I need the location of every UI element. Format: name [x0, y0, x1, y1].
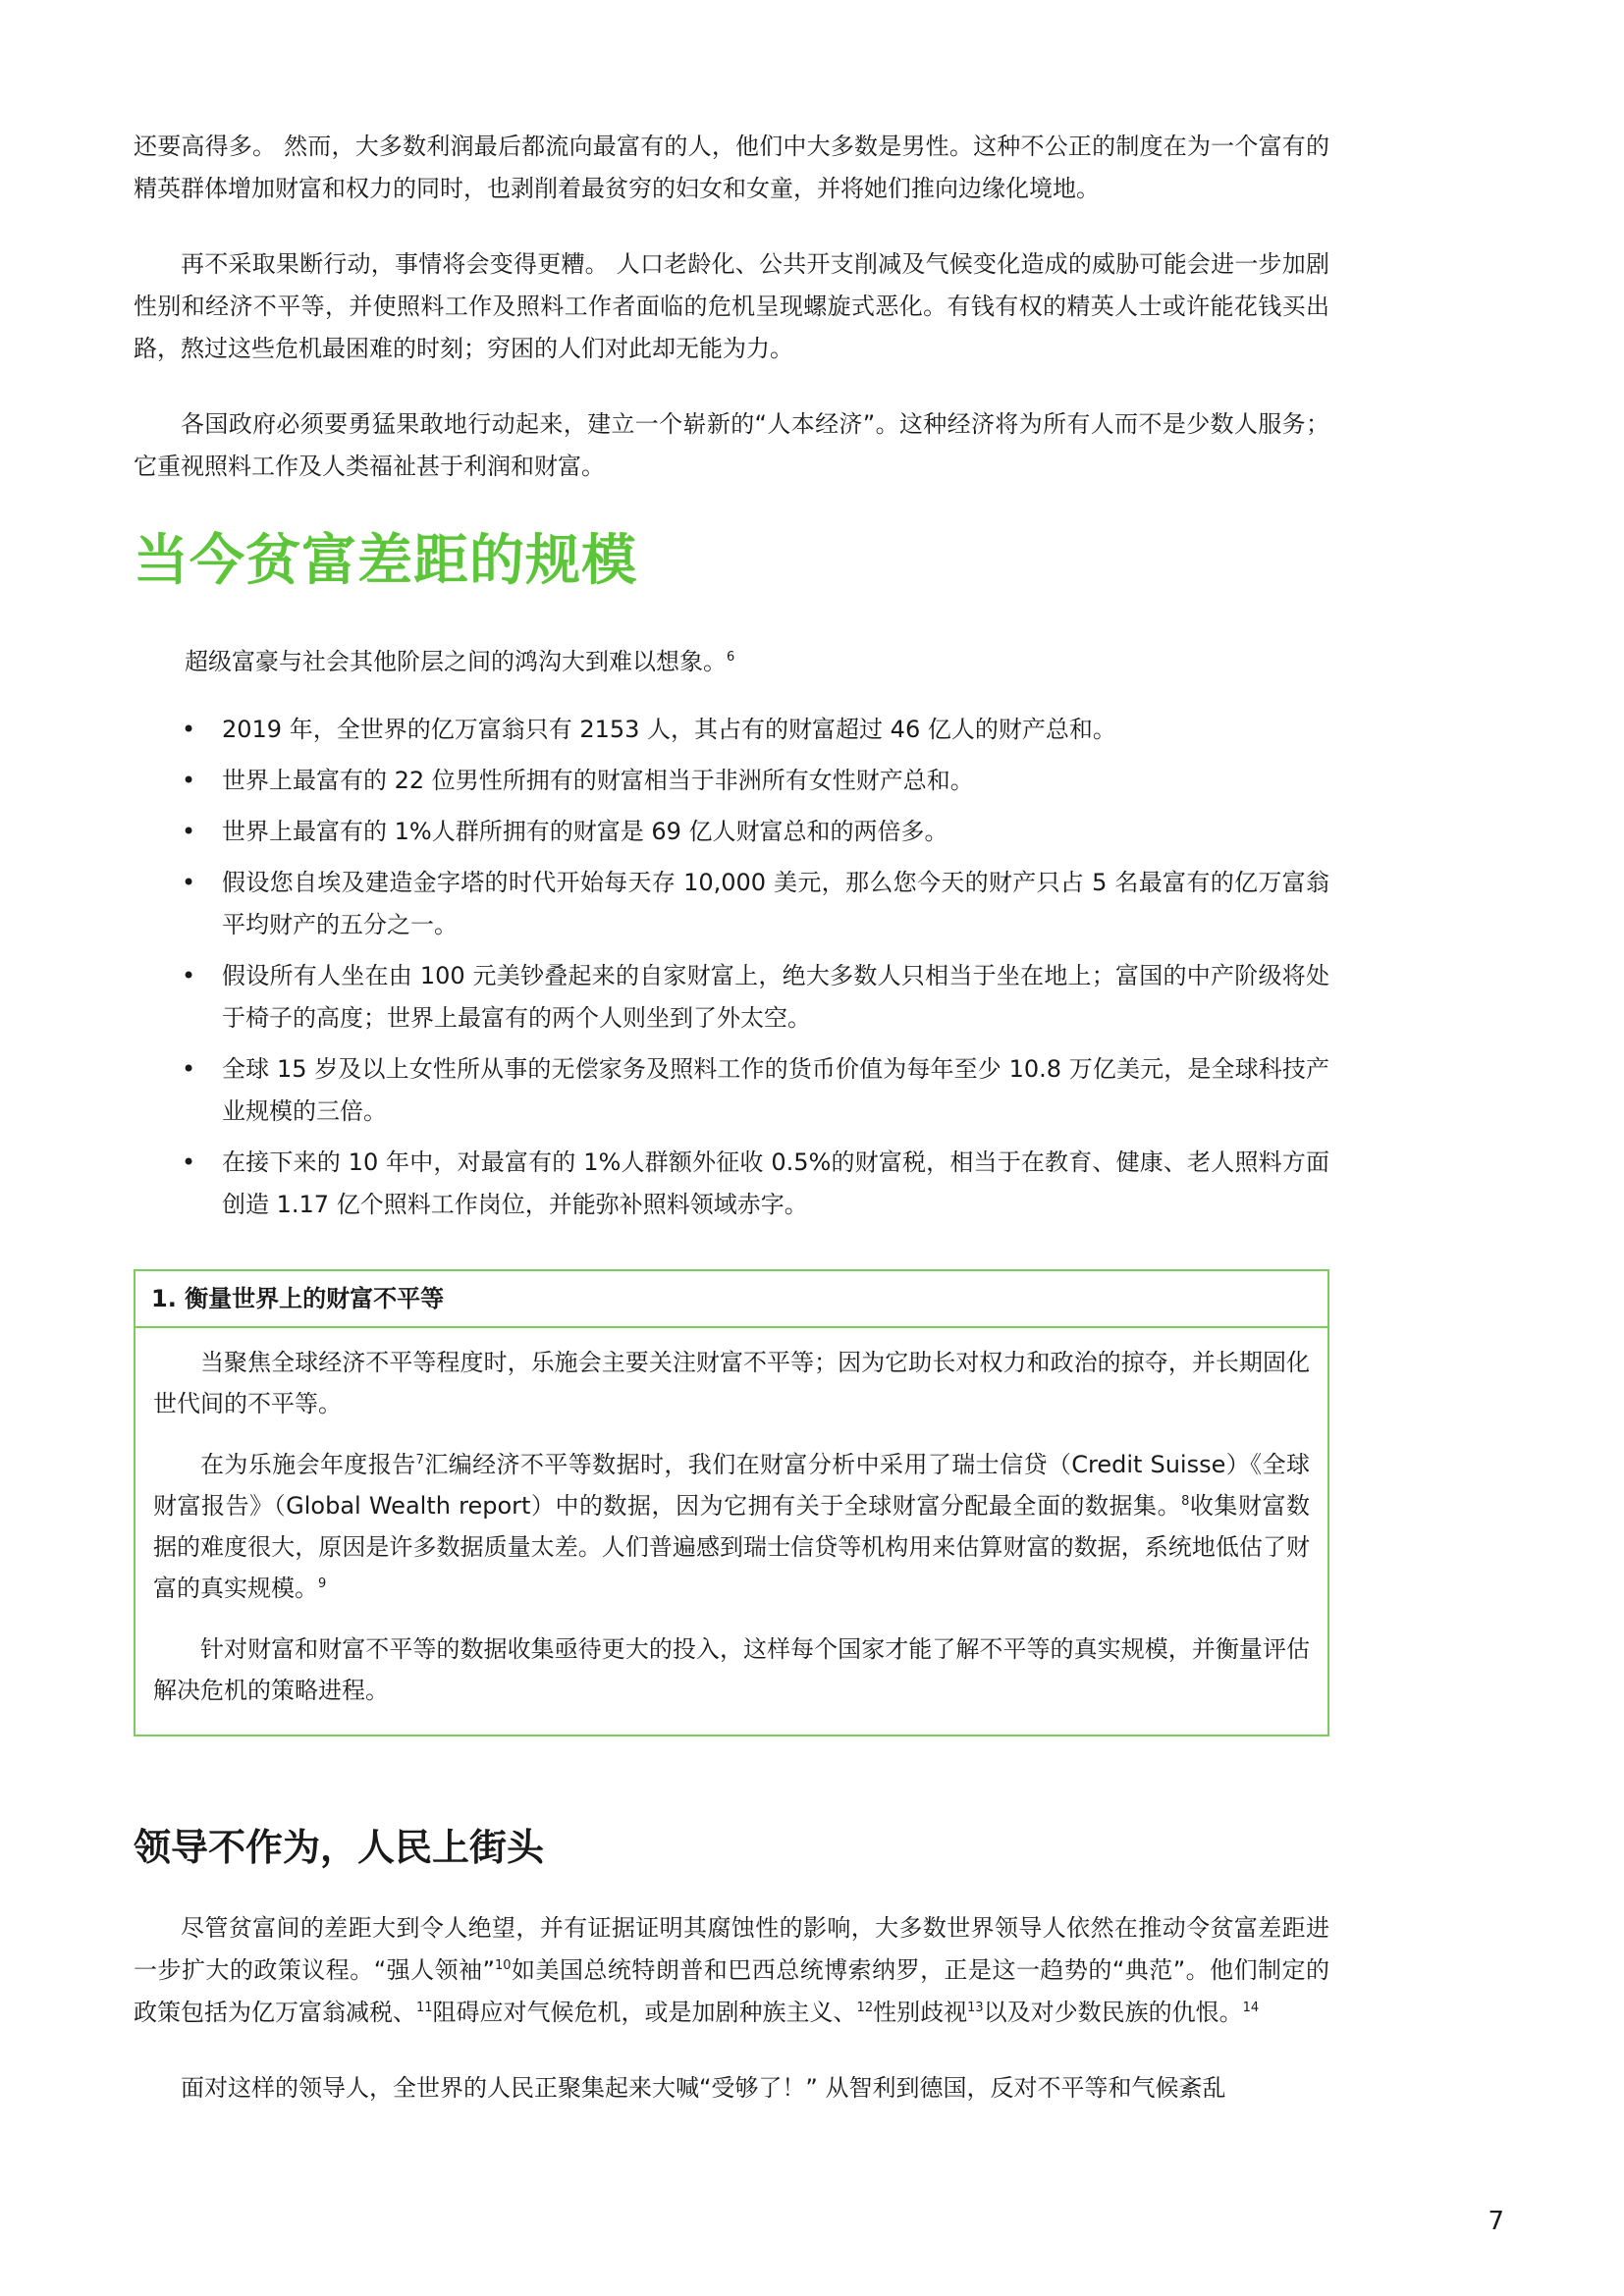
body-paragraph: [134, 1907, 1329, 2034]
list-item-text: 全球 15 岁及以上女性所从事的无偿家务及照料工作的货币价值为每年至少 10.8 万亿美元，是全球科技产业规模的三倍。: [222, 1055, 1329, 1125]
list-item: [134, 760, 1329, 802]
info-box-body: [135, 1328, 1327, 1735]
bullet-icon: •: [182, 1148, 196, 1176]
list-item: [134, 1048, 1329, 1133]
subsection-title: 领导不作为，人民上街头: [134, 1826, 545, 1869]
info-box-title: 1. 衡量世界上的财富不平等: [135, 1271, 1327, 1328]
body-text: 如美国总统特朗普和巴西总统博索纳罗，正是这一趋势的“典范”。他们制定的政策包括为亿万富翁减税、: [134, 1956, 1329, 2026]
list-item-text: 世界上最富有的 1%人群所拥有的财富是 69 亿人财富总和的两倍多。: [222, 818, 948, 845]
footnote-ref: 10: [494, 1958, 512, 1973]
footnote-ref: 8: [1181, 1494, 1190, 1509]
body-paragraph: 面对这样的领导人，全世界的人民正聚集起来大喊“受够了！” 从智利到德国，反对不平等和气候紊乱: [181, 2074, 1226, 2102]
footnote-ref: 11: [416, 2001, 433, 2015]
footnote-ref: 14: [1242, 2001, 1260, 2015]
list-item: [134, 709, 1329, 751]
info-box-text: 在为乐施会年度报告: [200, 1451, 416, 1478]
info-box-text: 汇编经济不平等数据时，我们在财富分析中采用了瑞士信贷（Credit Suisse）《全球财富报告》（Global Wealth report）中的数据，因为它拥有关于全球财富分配最全面的数据集。: [153, 1451, 1310, 1520]
bullet-icon: •: [182, 767, 196, 794]
list-item-text: 假设您自埃及建造金字塔的时代开始每天存 10,000 美元，那么您今天的财产只占 5 名最富有的亿万富翁平均财产的五分之一。: [222, 869, 1329, 938]
list-item-text: 2019 年，全世界的亿万富翁只有 2153 人，其占有的财富超过 46 亿人的财产总和。: [222, 716, 1116, 743]
list-item: [134, 811, 1329, 853]
fact-list: [134, 709, 1329, 1226]
page-content: [134, 126, 1329, 2143]
body-paragraph: 再不采取果断行动，事情将会变得更糟。 人口老龄化、公共开支削减及气候变化造成的威胁可能会进一步加剧性别和经济不平等，并使照料工作及照料工作者面临的危机呈现螺旋式恶化。有钱有权的精英人士或许能花钱买出路，熬过这些危机最困难的时刻；穷困的人们对此却无能为力。: [134, 250, 1329, 362]
page-number: 7: [1488, 2207, 1504, 2236]
list-item: [134, 862, 1329, 946]
footnote-ref: 13: [967, 2001, 984, 2015]
section-lead-text: 超级富豪与社会其他阶层之间的鸿沟大到难以想象。: [185, 648, 727, 675]
info-box-text: 收集财富数据的难度很大，原因是许多数据质量太差。人们普遍感到瑞士信贷等机构用来估算财富的数据，系统地低估了财富的真实规模。: [153, 1492, 1310, 1602]
body-text: 以及对少数民族的仇恨。: [983, 1999, 1243, 2026]
bullet-icon: •: [182, 962, 196, 989]
list-item-text: 假设所有人坐在由 100 元美钞叠起来的自家财富上，绝大多数人只相当于坐在地上；富国的中产阶级将处于椅子的高度；世界上最富有的两个人则坐到了外太空。: [222, 962, 1329, 1032]
list-item-text: 在接下来的 10 年中，对最富有的 1%人群额外征收 0.5%的财富税，相当于在教育、健康、老人照料方面创造 1.17 亿个照料工作岗位，并能弥补照料领域赤字。: [222, 1148, 1329, 1218]
section-title: 当今贫富差距的规模: [134, 529, 637, 593]
footnote-ref: 12: [856, 2001, 874, 2015]
info-box-paragraph: 当聚焦全球经济不平等程度时，乐施会主要关注财富不平等；因为它助长对权力和政治的掠夺，并长期固化世代间的不平等。: [153, 1349, 1310, 1417]
body-paragraph: 各国政府必须要勇猛果敢地行动起来，建立一个崭新的“人本经济”。这种经济将为所有人而不是少数人服务；它重视照料工作及人类福祉甚于利润和财富。: [134, 410, 1329, 480]
list-item: [134, 955, 1329, 1040]
body-text: 性别歧视: [873, 1999, 968, 2026]
body-text: 阻碍应对气候危机，或是加剧种族主义、: [432, 1999, 857, 2026]
info-box-paragraph: [153, 1444, 1310, 1609]
body-text: 尽管贫富间的差距大到令人绝望，并有证据证明其腐蚀性的影响，大多数世界领导人依然在推动令贫富差距进一步扩大的政策议程。“强人领袖”: [134, 1914, 1329, 1984]
list-item: [134, 1142, 1329, 1226]
footnote-ref: 9: [318, 1576, 327, 1591]
section-lead: [185, 641, 1329, 683]
info-box: [134, 1269, 1329, 1736]
body-paragraph: 还要高得多。 然而，大多数利润最后都流向最富有的人，他们中大多数是男性。这种不公正的制度在为一个富有的精英群体增加财富和权力的同时，也剥削着最贫穷的妇女和女童，并将她们推向边缘化境地。: [134, 133, 1329, 202]
footnote-ref: 7: [415, 1453, 424, 1468]
bullet-icon: •: [182, 869, 196, 896]
list-item-text: 世界上最富有的 22 位男性所拥有的财富相当于非洲所有女性财产总和。: [222, 767, 974, 794]
bullet-icon: •: [182, 818, 196, 845]
bullet-icon: •: [182, 716, 196, 743]
footnote-ref: 6: [727, 650, 735, 665]
bullet-icon: •: [182, 1055, 196, 1083]
info-box-paragraph: 针对财富和财富不平等的数据收集亟待更大的投入，这样每个国家才能了解不平等的真实规模，并衡量评估解决危机的策略进程。: [153, 1635, 1310, 1704]
